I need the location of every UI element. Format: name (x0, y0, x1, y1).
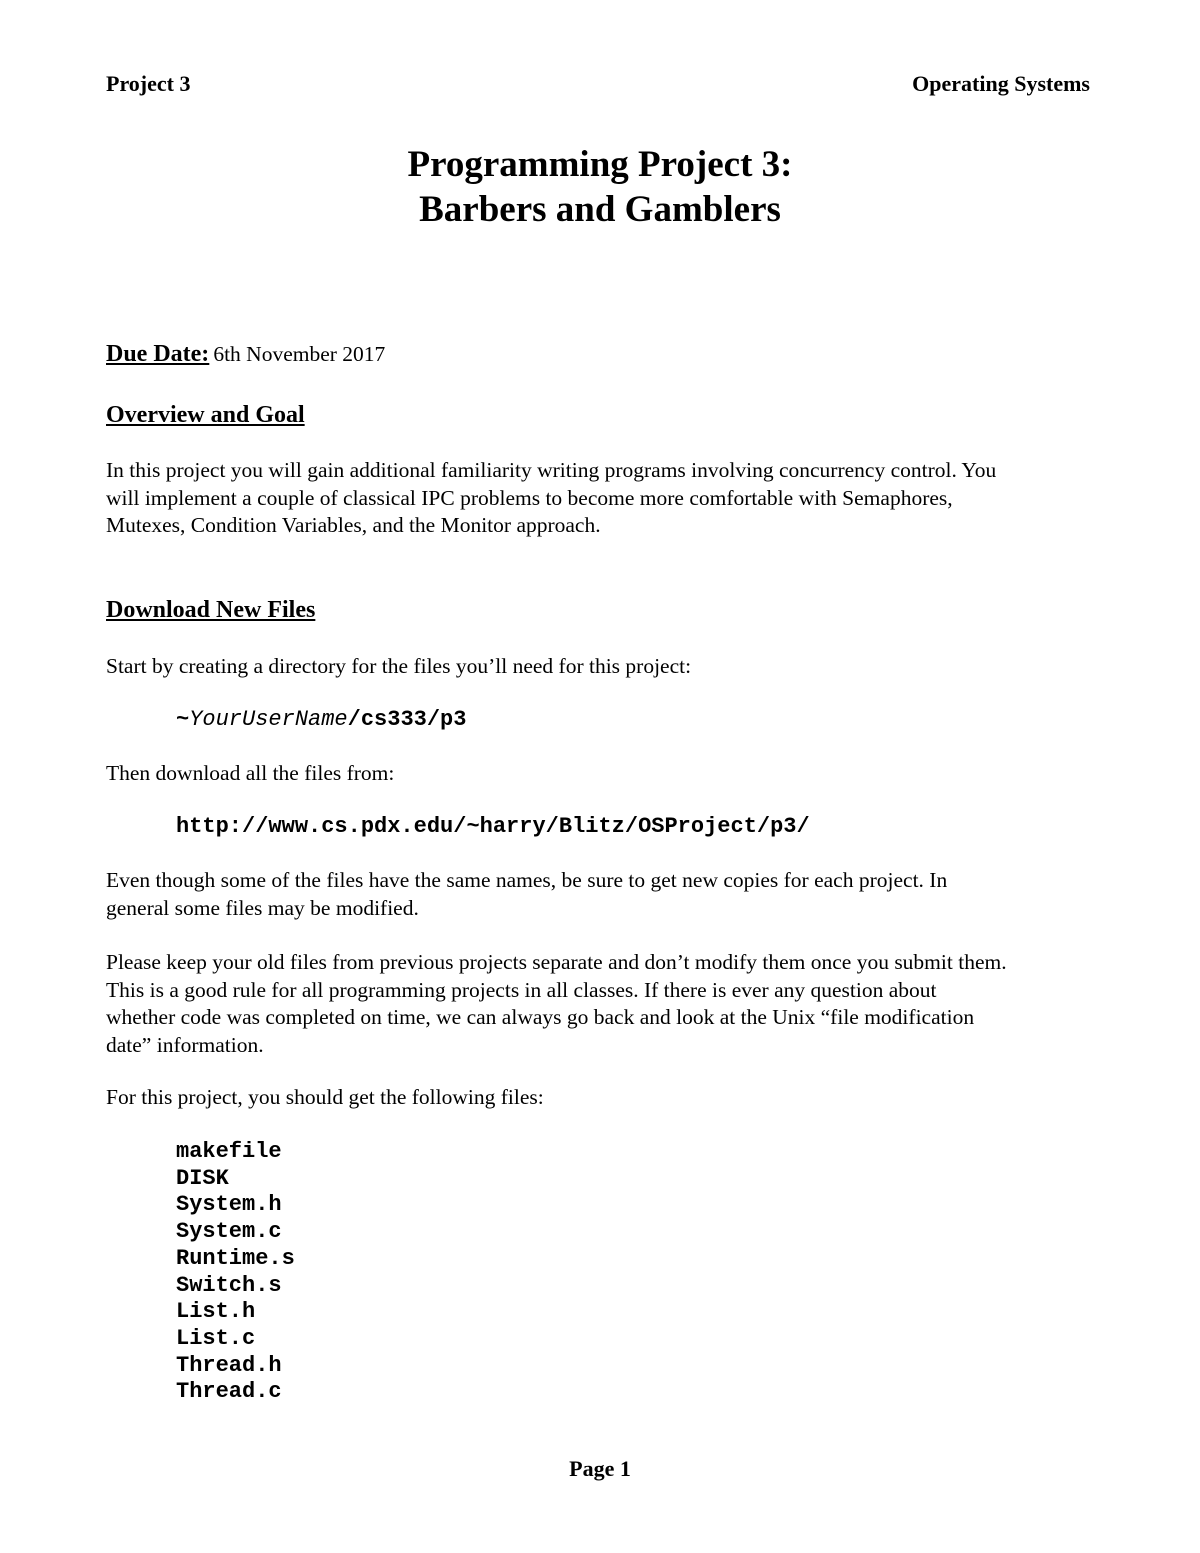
directory-username: YourUserName (189, 707, 348, 732)
same-names-paragraph (106, 867, 1096, 922)
download-then: Then download all the files from: (106, 761, 395, 785)
old-files-paragraph (106, 949, 1096, 1059)
due-date (106, 341, 385, 368)
download-url[interactable]: http://www.cs.pdx.edu/~harry/Blitz/OSProject/p3/ (176, 814, 810, 839)
file-item: Switch.s (176, 1272, 282, 1298)
directory-rest: /cs333/p3 (347, 707, 467, 732)
paragraph-line: Please keep your old files from previous projects separate and don’t modify them once you submit them. (106, 950, 1007, 974)
file-item: List.h (176, 1299, 256, 1325)
file-item: Thread.c (176, 1379, 282, 1405)
header-right: Operating Systems (912, 71, 1090, 96)
file-item: System.c (176, 1219, 282, 1245)
file-item: makefile (176, 1139, 282, 1164)
directory-tilde: ~ (176, 707, 190, 732)
page-number: Page 1 (569, 1456, 631, 1481)
file-item: System.h (176, 1192, 282, 1218)
due-date-value: 6th November 2017 (213, 342, 386, 366)
overview-line: In this project you will gain additional familiarity writing programs involving concurrency control. You (106, 458, 997, 482)
overview-line: will implement a couple of classical IPC problems to become more comfortable with Semaphores, (106, 485, 953, 510)
header-left: Project 3 (106, 71, 191, 96)
download-heading: Download New Files (106, 597, 316, 623)
files-intro: For this project, you should get the following files: (106, 1085, 544, 1109)
title-line-2: Barbers and Gamblers (419, 189, 781, 230)
file-list (176, 1139, 295, 1406)
overview-heading: Overview and Goal (106, 402, 305, 428)
directory-path (176, 707, 466, 733)
title-line-1: Programming Project 3: (407, 144, 793, 185)
file-item: Runtime.s (176, 1245, 295, 1271)
overview-paragraph (106, 457, 1096, 540)
paragraph-line: Even though some of the files have the same names, be sure to get new copies for each project. In (106, 868, 948, 892)
paragraph-line: date” information. (106, 1032, 264, 1057)
overview-line: Mutexes, Condition Variables, and the Monitor approach. (106, 513, 601, 537)
paragraph-line: general some files may be modified. (106, 895, 419, 920)
due-date-label: Due Date: (106, 341, 210, 367)
download-intro: Start by creating a directory for the files you’ll need for this project: (106, 654, 692, 678)
paragraph-line: This is a good rule for all programming projects in all classes. If there is ever any question about (106, 977, 937, 1002)
file-item: List.c (176, 1325, 256, 1351)
file-item: DISK (176, 1165, 229, 1191)
file-item: Thread.h (176, 1352, 282, 1378)
paragraph-line: whether code was completed on time, we can always go back and look at the Unix “file modification (106, 1005, 975, 1029)
